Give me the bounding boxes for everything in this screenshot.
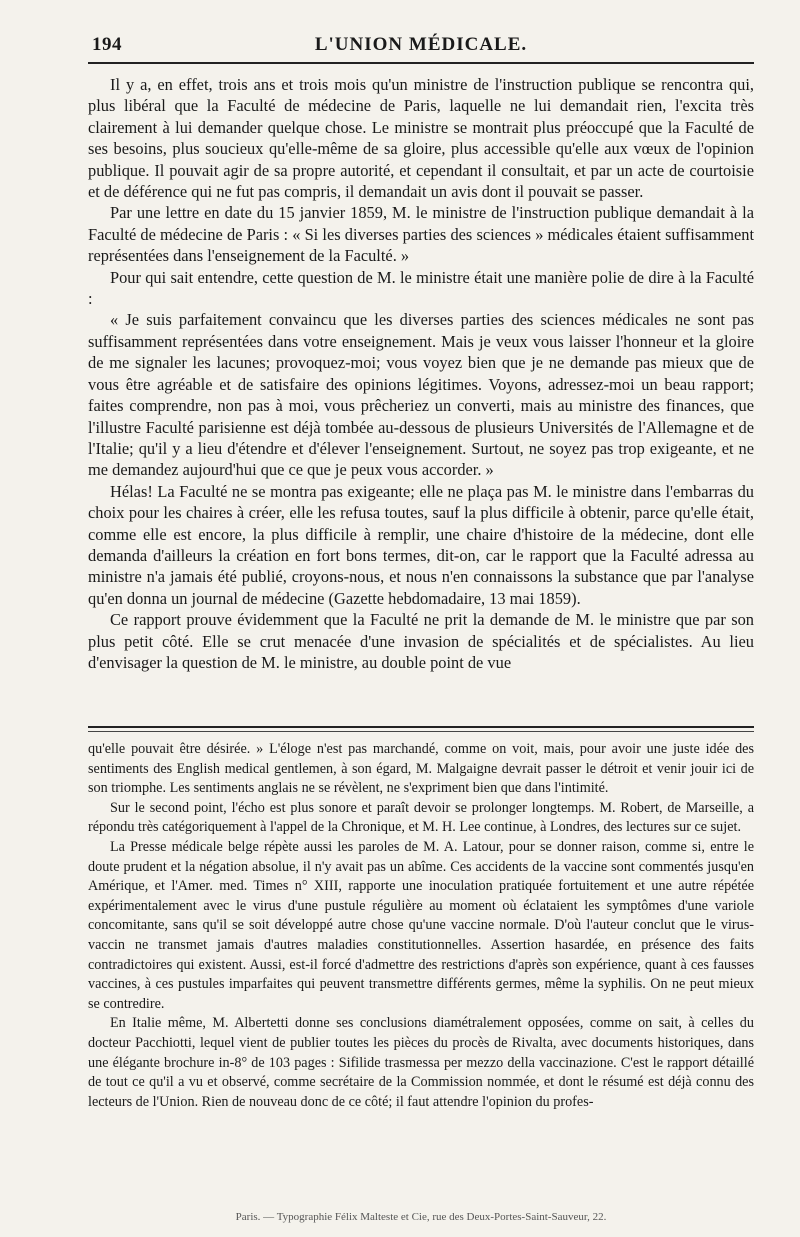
paragraph: « Je suis parfaitement convaincu que les diverses parties des sciences médicales ne sont pas suffisamment représentées dans votre enseignement. Mais je veux vous laisser l'honneur et la gloire de me signaler les lacunes; provoquez-moi; vous voyez bien que je ne demande pas mieux que de vous être agréable et de satisfaire des opinions légitimes. Voyons, adressez-moi un beau rapport; faites comprendre, non pas à moi, vous prêcheriez un converti, mais au ministre des finances, que l'illustre Faculté parisienne est déjà tombée au-dessous de plusieurs Universités de l'Allemagne et de l'Italie; qu'il y a lieu d'étendre et d'élever l'enseignement. Surtout, ne soyez pas trop exigeante, et ne me demandez aujourd'hui que ce que je peux vous accorder. » — [88, 310, 754, 480]
section-divider — [88, 726, 754, 728]
note-paragraph: En Italie même, M. Albertetti donne ses conclusions diamétralement opposées, comme on sait, à celles du docteur Pacchiotti, lequel vient de publier toutes les pièces du procès de Rivalta, avec documents historiques, dans une élégante brochure in-8° de 103 pages : Sifilide trasmessa per mezzo della vaccinazione. C'est le rapport détaillé de tout ce qu'il a vu et observé, comme secrétaire de la Commission nommée, et dont le résumé est déjà connu des lecteurs de l'Union. Rien de nouveau donc de ce côté; il faut attendre l'opinion du profes- — [88, 1015, 754, 1110]
printer-footer: Paris. — Typographie Félix Malteste et Cie, rue des Deux-Portes-Saint-Sauveur, 22. — [235, 1211, 607, 1223]
page-number: 194 — [92, 34, 122, 55]
main-text — [88, 74, 754, 714]
section-divider-thin — [88, 731, 754, 732]
paragraph: Ce rapport prouve évidemment que la Faculté ne prit la demande de M. le ministre que par son plus petit côté. Elle se crut menacée d'une invasion de spécialités et de spécialistes. Au lieu d'envisager la question de M. le ministre, au double point de vue — [88, 610, 754, 672]
page-header — [88, 28, 754, 64]
note-paragraph: Sur le second point, l'écho est plus sonore et paraît devoir se prolonger longtemps. M. Robert, de Marseille, a répondu très catégoriquement à l'appel de la Chronique, et M. H. Lee continue, à Londres, des lectures sur ce sujet. — [88, 799, 754, 836]
paragraph: Il y a, en effet, trois ans et trois mois qu'un ministre de l'instruction publique se rencontra qui, plus libéral que la Faculté de médecine de Paris, laquelle ne lui demandait rien, l'excita très clairement à lui demander quelque chose. Le ministre se montrait plus préoccupé que la Faculté de ses besoins, plus soucieux qu'elle-même de sa gloire, plus accessible qu'elle aux vœux de l'opinion publique. Il pouvait agir de sa propre autorité, et cependant il consultait, et par un acte de courtoisie et de déférence qui ne fut pas compris, il demandait un avis dont il pouvait se passer. — [88, 75, 754, 202]
note-paragraph: qu'elle pouvait être désirée. » L'éloge n'est pas marchandé, comme on voit, mais, pour avoir une juste idée des sentiments des English medical gentlemen, à son égard, M. Malgaigne devrait passer le détroit et venir jouir ici de son triomphe. Les sentiments anglais ne se révèlent, ne s'expriment bien que dans l'intimité. — [88, 741, 754, 797]
journal-title: L'UNION MÉDICALE. — [314, 34, 528, 55]
feuilleton-text — [88, 740, 754, 1170]
paragraph: Pour qui sait entendre, cette question de M. le ministre était une manière polie de dire à la Faculté : — [88, 267, 754, 309]
paragraph: Par une lettre en date du 15 janvier 1859, M. le ministre de l'instruction publique demandait à la Faculté de médecine de Paris : « Si les diverses parties des sciences » médicales étaient suffisamment représentées dans l'enseignement de la Faculté. » — [88, 203, 754, 266]
paragraph: Hélas! La Faculté ne se montra pas exigeante; elle ne plaça pas M. le ministre dans l'embarras du choix pour les chaires à créer, elle les refusa toutes, sauf la plus difficile à obtenir, parce qu'elle était, comme elle est encore, la plus difficile à remplir, une chaire d'histoire de la médecine, dont elle demanda d'ailleurs la création en fort bons termes, dit-on, car le rapport que la Faculté adressa au ministre n'a jamais été publié, croyons-nous, et nous n'en connaissons la substance que par l'analyse qu'en donna un journal de médecine (Gazette hebdomadaire, 13 mai 1859). — [88, 481, 754, 608]
note-paragraph: La Presse médicale belge répète aussi les paroles de M. A. Latour, pour se donner raison, comme si, entre le doute prudent et la négation absolue, il n'y avait pas un abîme. Ces accidents de la vaccine sont commentés jusqu'en Amérique, et l'Amer. med. Times n° XIII, rapporte une inoculation pratiquée fortuitement et une autre répétée expérimentalement avec le virus d'une pustule régulière au moment où éclataient les symptômes d'une variole concomitante, sans qu'il se soit développé autre chose qu'une vaccine normale. D'où l'auteur conclut que le virus-vaccin ne transmet jamais d'autres maladies constitutionnelles. Assertion hasardée, en présence des faits contradictoires qui existent. Aussi, est-il forcé d'admettre des restrictions d'après son expérience, quant à ces fausses vaccines, à ces pustules imparfaites qui peuvent transmettre différents germes, même la syphilis. On ne peut mieux se contredire. — [88, 838, 754, 1012]
